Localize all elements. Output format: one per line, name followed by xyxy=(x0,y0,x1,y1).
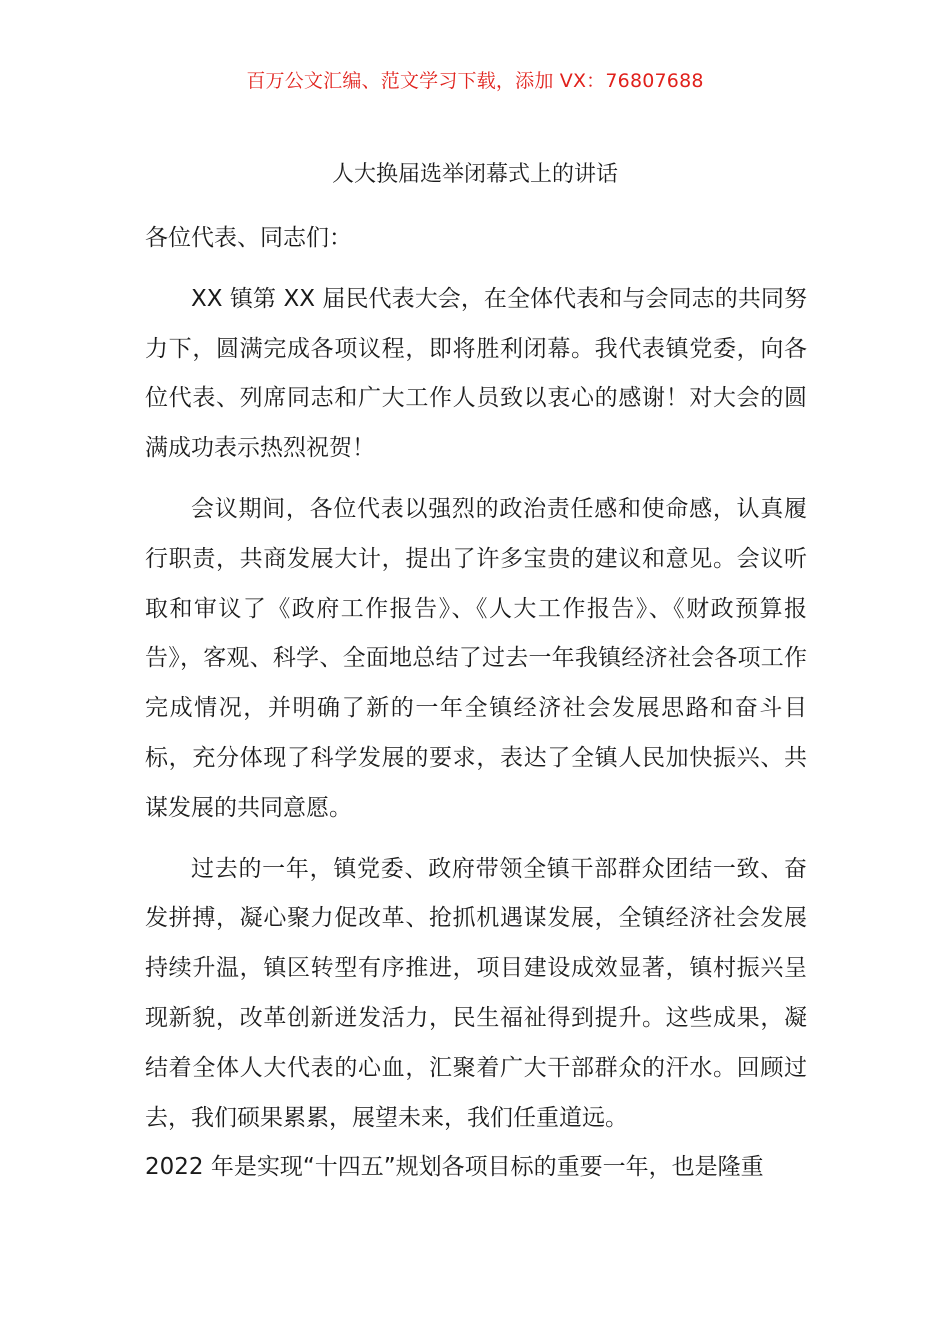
salutation: 各位代表、同志们： xyxy=(145,225,352,251)
paragraph: 过去的一年，镇党委、政府带领全镇干部群众团结一致、奋发拼搏，凝心聚力促改革、抢抓机遇谋发展，全镇经济社会发展持续升温，镇区转型有序推进，项目建设成效显著，镇村振兴呈现新貌，改革创新迸发活力，民生福祉得到提升。这些成果，凝结着全体人大代表的心血，汇聚着广大干部群众的汗水。回顾过去，我们硕果累累，展望未来，我们任重道远。 xyxy=(145,855,807,1131)
paragraph: XX 镇第 XX 届民代表大会，在全体代表和与会同志的共同努力下，圆满完成各项议程，即将胜利闭幕。我代表镇党委，向各位代表、列席同志和广大工作人员致以衷心的感谢！对大会的圆满成功表示热烈祝贺！ xyxy=(145,285,807,462)
header-watermark-note: 百万公文汇编、范文学习下载，添加 VX：76807688 xyxy=(246,70,704,92)
page-title: 人大换届选举闭幕式上的讲话 xyxy=(331,162,618,187)
trailing-line: 2022 年是实现“十四五”规划各项目标的重要一年，也是隆重 xyxy=(145,1154,764,1181)
paragraph: 会议期间，各位代表以强烈的政治责任感和使命感，认真履行职责，共商发展大计，提出了许多宝贵的建议和意见。会议听取和审议了《政府工作报告》、《人大工作报告》、《财政预算报告》，客观、科学、全面地总结了过去一年我镇经济社会各项工作完成情况，并明确了新的一年全镇经济社会发展思路和奋斗目标，充分体现了科学发展的要求，表达了全镇人民加快振兴、共谋发展的共同意愿。 xyxy=(145,495,807,821)
document-body xyxy=(145,214,807,1204)
